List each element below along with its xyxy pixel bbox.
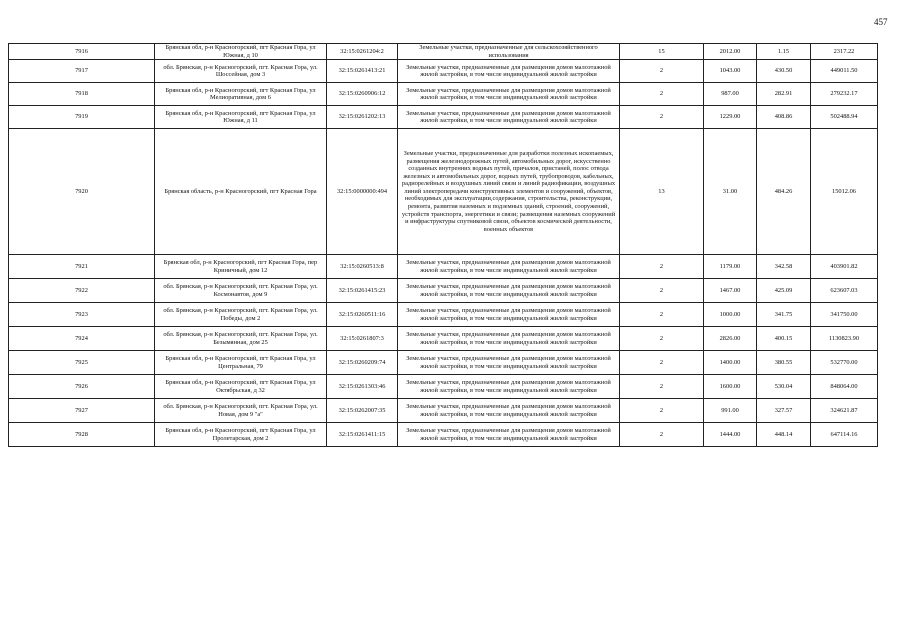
cadastral-value-cell: 324621.87 — [811, 399, 878, 423]
cadastral-number-cell: 32:15:0000000:494 — [327, 129, 398, 255]
land-use-cell: Земельные участки, предназначенные для размещения домов малоэтажной жилой застройки, в том числе индивидуальной жилой застройки — [398, 327, 620, 351]
unit-value-cell: 425.09 — [757, 279, 811, 303]
group-cell: 2 — [620, 375, 704, 399]
table-row — [9, 399, 878, 423]
land-use-cell: Земельные участки, предназначенные для размещения домов малоэтажной жилой застройки, в том числе индивидуальной жилой застройки — [398, 423, 620, 447]
row-number: 7922 — [9, 279, 155, 303]
table-row — [9, 351, 878, 375]
group-cell: 15 — [620, 44, 704, 60]
page-number: 457 — [874, 17, 888, 27]
cadastral-value-cell: 403901.82 — [811, 255, 878, 279]
cadastral-value-cell: 15012.06 — [811, 129, 878, 255]
address-cell: Брянская обл, р-н Красногорский, пгт Красная Гора, ул Южная, д 10 — [155, 44, 327, 60]
area-cell: 1600.00 — [704, 375, 757, 399]
unit-value-cell: 430.50 — [757, 60, 811, 83]
table-row — [9, 106, 878, 129]
row-number: 7917 — [9, 60, 155, 83]
address-cell: Брянская область, р-н Красногорский, пгт Красная Гора — [155, 129, 327, 255]
unit-value-cell: 408.86 — [757, 106, 811, 129]
unit-value-cell: 342.58 — [757, 255, 811, 279]
row-number: 7920 — [9, 129, 155, 255]
unit-value-cell: 1.15 — [757, 44, 811, 60]
group-cell: 2 — [620, 351, 704, 375]
table-row — [9, 279, 878, 303]
cadastral-number-cell: 32:15:0260511:16 — [327, 303, 398, 327]
land-use-cell: Земельные участки, предназначенные для размещения домов малоэтажной жилой застройки, в том числе индивидуальной жилой застройки — [398, 399, 620, 423]
row-number: 7925 — [9, 351, 155, 375]
row-number: 7916 — [9, 44, 155, 60]
table-row — [9, 255, 878, 279]
table-row — [9, 129, 878, 255]
group-cell: 13 — [620, 129, 704, 255]
land-use-cell: Земельные участки, предназначенные для размещения домов малоэтажной жилой застройки, в том числе индивидуальной жилой застройки — [398, 106, 620, 129]
unit-value-cell: 448.14 — [757, 423, 811, 447]
cadastral-number-cell: 32:15:0262007:35 — [327, 399, 398, 423]
row-number: 7926 — [9, 375, 155, 399]
cadastral-number-cell: 32:15:0261411:15 — [327, 423, 398, 447]
area-cell: 2012.00 — [704, 44, 757, 60]
cadastral-value-cell: 279232.17 — [811, 83, 878, 106]
area-cell: 31.00 — [704, 129, 757, 255]
unit-value-cell: 327.57 — [757, 399, 811, 423]
cadastral-number-cell: 32:15:0261303:46 — [327, 375, 398, 399]
unit-value-cell: 341.75 — [757, 303, 811, 327]
address-cell: Брянская обл, р-н Красногорский, пгт Красная Гора, ул Октябрьская, д 32 — [155, 375, 327, 399]
unit-value-cell: 282.91 — [757, 83, 811, 106]
land-use-cell: Земельные участки, предназначенные для размещения домов малоэтажной жилой застройки, в том числе индивидуальной жилой застройки — [398, 279, 620, 303]
cadastral-value-cell: 449011.50 — [811, 60, 878, 83]
cadastral-value-cell: 502488.94 — [811, 106, 878, 129]
row-number: 7928 — [9, 423, 155, 447]
area-cell: 987.00 — [704, 83, 757, 106]
table-row — [9, 327, 878, 351]
unit-value-cell: 484.26 — [757, 129, 811, 255]
area-cell: 1000.00 — [704, 303, 757, 327]
group-cell: 2 — [620, 327, 704, 351]
cadastral-value-cell: 1130823.90 — [811, 327, 878, 351]
row-number: 7923 — [9, 303, 155, 327]
group-cell: 2 — [620, 255, 704, 279]
table-row — [9, 303, 878, 327]
cadastral-value-cell: 848064.00 — [811, 375, 878, 399]
address-cell: обл. Брянская, р-н Красногорский, пгт. Красная Гора, ул. Шоссейная, дом 3 — [155, 60, 327, 83]
cadastral-number-cell: 32:15:0260513:8 — [327, 255, 398, 279]
address-cell: Брянская обл, р-н Красногорский, пгт Красная Гора, ул Мелиоративная, дом 6 — [155, 83, 327, 106]
table-row — [9, 60, 878, 83]
group-cell: 2 — [620, 106, 704, 129]
land-use-cell: Земельные участки, предназначенные для размещения домов малоэтажной жилой застройки, в том числе индивидуальной жилой застройки — [398, 83, 620, 106]
cadastral-table — [8, 43, 878, 447]
land-use-cell: Земельные участки, предназначенные для размещения домов малоэтажной жилой застройки, в том числе индивидуальной жилой застройки — [398, 375, 620, 399]
cadastral-number-cell: 32:15:0260209:74 — [327, 351, 398, 375]
row-number: 7919 — [9, 106, 155, 129]
table-row — [9, 44, 878, 60]
area-cell: 2826.00 — [704, 327, 757, 351]
land-use-cell: Земельные участки, предназначенные для размещения домов малоэтажной жилой застройки, в том числе индивидуальной жилой застройки — [398, 351, 620, 375]
cadastral-number-cell: 32:15:0261415:23 — [327, 279, 398, 303]
address-cell: обл. Брянская, р-н Красногорский, пгт. Красная Гора, ул. Новая, дом 9 "а" — [155, 399, 327, 423]
area-cell: 1043.00 — [704, 60, 757, 83]
address-cell: обл. Брянская, р-н Красногорский, пгт. Красная Гора, ул. Космонавтов, дом 9 — [155, 279, 327, 303]
cadastral-value-cell: 623607.03 — [811, 279, 878, 303]
land-use-cell: Земельные участки, предназначенные для сельскохозяйственного использования — [398, 44, 620, 60]
group-cell: 2 — [620, 423, 704, 447]
cadastral-value-cell: 532770.00 — [811, 351, 878, 375]
cadastral-value-cell: 2317.22 — [811, 44, 878, 60]
row-number: 7924 — [9, 327, 155, 351]
land-use-cell: Земельные участки, предназначенные для размещения домов малоэтажной жилой застройки, в том числе индивидуальной жилой застройки — [398, 303, 620, 327]
address-cell: Брянская обл, р-н Красногорский, пгт Красная Гора, пер Криничный, дом 12 — [155, 255, 327, 279]
group-cell: 2 — [620, 83, 704, 106]
cadastral-number-cell: 32:15:0261204:2 — [327, 44, 398, 60]
table-row — [9, 423, 878, 447]
unit-value-cell: 380.55 — [757, 351, 811, 375]
cadastral-number-cell: 32:15:0261202:13 — [327, 106, 398, 129]
area-cell: 1467.00 — [704, 279, 757, 303]
address-cell: обл. Брянская, р-н Красногорский, пгт. Красная Гора, ул. Победы, дом 2 — [155, 303, 327, 327]
group-cell: 2 — [620, 303, 704, 327]
group-cell: 2 — [620, 279, 704, 303]
address-cell: Брянская обл, р-н Красногорский, пгт Красная Гора, ул Центральная, 79 — [155, 351, 327, 375]
area-cell: 1179.00 — [704, 255, 757, 279]
cadastral-number-cell: 32:15:0261413:21 — [327, 60, 398, 83]
cadastral-value-cell: 341750.00 — [811, 303, 878, 327]
table-row — [9, 375, 878, 399]
land-use-cell: Земельные участки, предназначенные для размещения домов малоэтажной жилой застройки, в том числе индивидуальной жилой застройки — [398, 60, 620, 83]
address-cell: Брянская обл, р-н Красногорский, пгт Красная Гора, ул Южная, д 11 — [155, 106, 327, 129]
row-number: 7918 — [9, 83, 155, 106]
unit-value-cell: 530.04 — [757, 375, 811, 399]
group-cell: 2 — [620, 60, 704, 83]
land-use-cell: Земельные участки, предназначенные для размещения домов малоэтажной жилой застройки, в том числе индивидуальной жилой застройки — [398, 255, 620, 279]
cadastral-value-cell: 647114.16 — [811, 423, 878, 447]
table-row — [9, 83, 878, 106]
unit-value-cell: 400.15 — [757, 327, 811, 351]
cadastral-number-cell: 32:15:0260906:12 — [327, 83, 398, 106]
area-cell: 1400.00 — [704, 351, 757, 375]
area-cell: 991.00 — [704, 399, 757, 423]
group-cell: 2 — [620, 399, 704, 423]
cadastral-number-cell: 32:15:0261807:3 — [327, 327, 398, 351]
address-cell: Брянская обл, р-н Красногорский, пгт Красная Гора, ул Пролетарская, дом 2 — [155, 423, 327, 447]
area-cell: 1229.00 — [704, 106, 757, 129]
address-cell: обл. Брянская, р-н Красногорский, пгт. Красная Гора, ул. Безымянная, дом 25 — [155, 327, 327, 351]
row-number: 7921 — [9, 255, 155, 279]
row-number: 7927 — [9, 399, 155, 423]
land-use-cell: Земельные участки, предназначенные для разработки полезных ископаемых, размещения железнодорожных путей, автомобильных дорог, искусственно созданных внутренних водных путей, причалов, пристаней, полос отвода железных и автомобильных дорог, водных путей, трубопроводов, кабельных, радиорелейных и воздушных линий связи и линий радиофикации, воздушных линий электропередачи конструктивных элементов и сооружений, объектов, необходимых для эксплуатации,содержания, строительства, реконструкции, ремонта, развития наземных и подземных зданий, строений, сооружений, устройств транспорта, энергетики и связи; размещения наземных сооружений и инфраструктуры спутниковой связи, объектов космической деятельности, военных объектов — [398, 129, 620, 255]
area-cell: 1444.00 — [704, 423, 757, 447]
